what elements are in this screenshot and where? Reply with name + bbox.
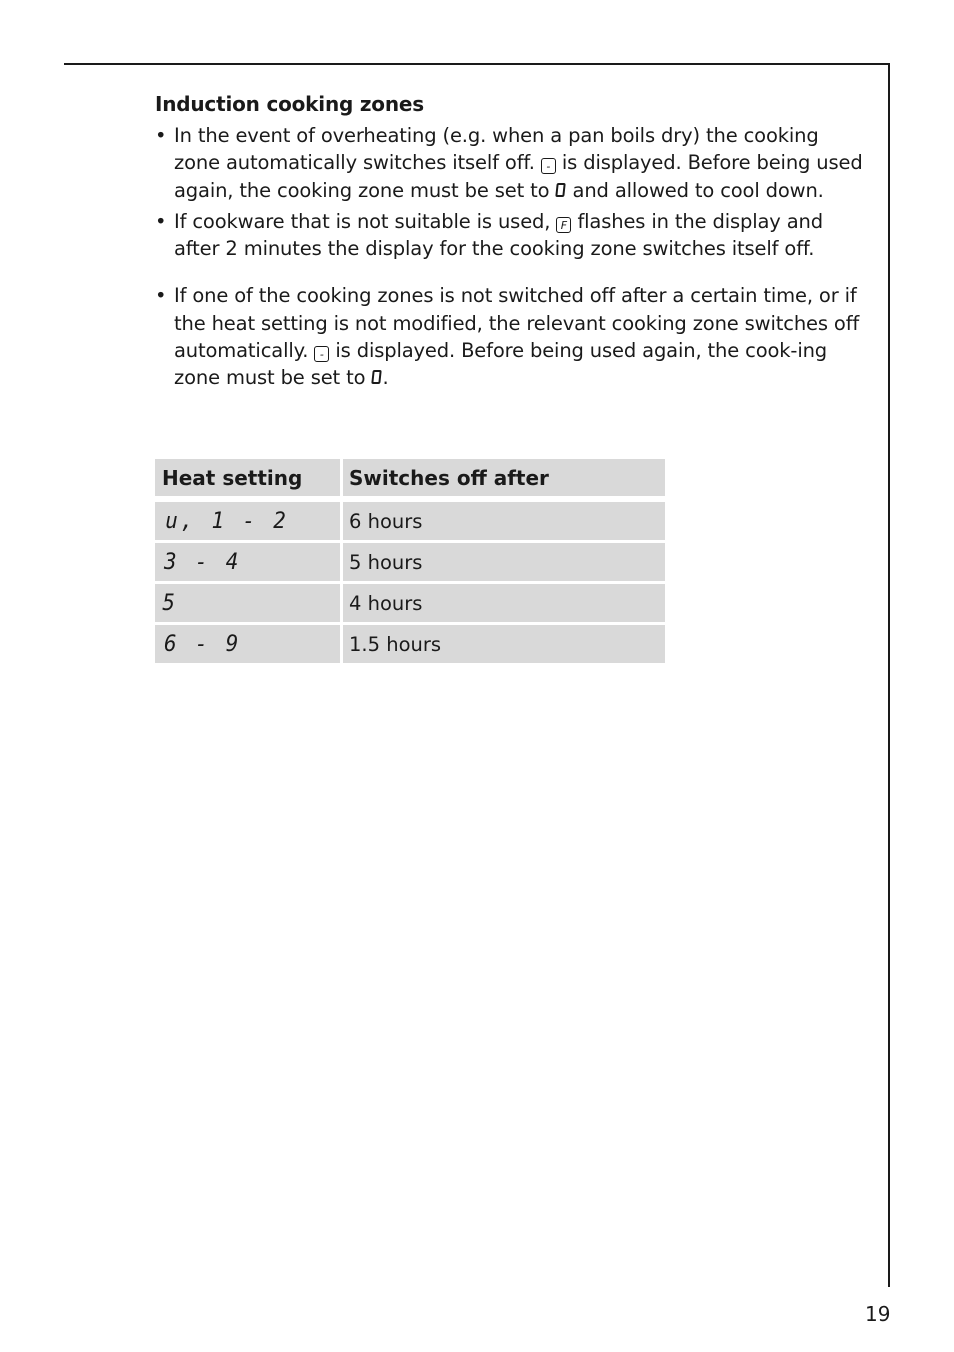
bullet-text: If one of the cooking zones is not switched off after a certain time, or if the heat setting is not modified, the relevant cooking zone switches off automatically. [174,284,860,363]
heat-setting-cell [155,543,340,581]
table-header-cell: Heat setting [155,459,340,496]
dash-display-icon: - [541,158,556,174]
table-row [155,543,665,581]
switch-off-time-cell: 1.5 hours [343,625,665,663]
section-title: Induction cooking zones [155,92,424,116]
bullet-auto-off [155,282,867,391]
switch-off-time-cell: 4 hours [343,584,665,622]
zero-display-icon [556,183,566,197]
table-row [155,625,665,663]
bullet-cookware [155,208,867,263]
table-row [155,502,665,540]
heat-setting-value: 6 - 9 [164,631,242,657]
f-display-icon: F [556,217,571,233]
bullet-text: In the event of overheating (e.g. when a pan boils dry) the cooking zone automatically switches itself off. [174,124,819,175]
main-content [155,90,867,392]
bullet-text: is displayed. Before being used again, the cook-ing zone must be set to [174,339,828,390]
table-row [155,584,665,622]
bullet-text: If cookware that is not suitable is used, [174,209,551,233]
heat-setting-cell [155,625,340,663]
zero-display-icon [372,370,382,384]
page-number: 19 [865,1302,891,1326]
heat-setting-cell [155,584,340,622]
bullet-text: and allowed to cool down. [572,178,824,202]
right-rule [888,63,890,1287]
table-header-cell: Switches off after [343,459,665,496]
bullet-text: flashes in the display and after 2 minutes the display for the cooking zone switches itself off. [174,209,823,261]
heat-setting-value: u, 1 - 2 [165,508,289,534]
switch-off-table [155,459,665,666]
bullet-overheating [155,122,867,204]
dash-display-icon: - [314,346,329,362]
heat-setting-value: 3 - 4 [164,549,242,575]
table-header-row [155,459,665,496]
bullet-text: is displayed. Before being used again, the cooking zone must be set to [174,151,863,202]
heat-setting-cell [155,502,340,540]
switch-off-time-cell: 5 hours [343,543,665,581]
switch-off-time-cell: 6 hours [343,502,665,540]
heat-setting-value: 5 [162,590,178,616]
top-rule [64,63,890,65]
bullet-text: . [382,366,389,390]
